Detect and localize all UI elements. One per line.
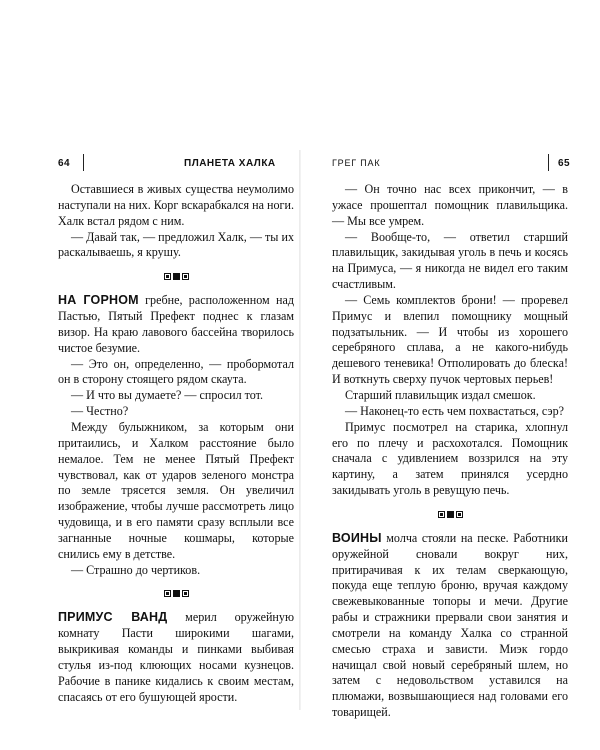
- section-paragraph: ВОИНЫ молча стояли на песке. Работники оружейной сновали вокруг них, притирачивая к их телам сверкающую, покуда еще теплую броню, вручая каждому свежевыкованные топоры и мечи. Другие рабы и стражники прервали свои занятия и смотрели на команду Халка со странной смесью страха и зависти. Миэк гордо начищал свой новый серебряный шлем, но затем с недовольством уставился на плюмажи, возвышающиеся над головами его товарищей.: [332, 530, 568, 720]
- paragraph: — Семь комплектов брони! — проревел Примус и влепил помощнику мощный подзатыльник. — И чтобы из хорошего серебряного сплава, а не какого-нибудь дешевого теневика! Отполировать до блеска! И воткнуть сверху пучок чертовых перьев!: [332, 292, 568, 387]
- left-running-head: ПЛАНЕТА ХАЛКА: [184, 158, 276, 169]
- paragraph: Старший плавильщик издал смешок.: [345, 387, 536, 402]
- section-lead: ПРИМУС ВАНД: [58, 610, 168, 625]
- paragraph: — И что вы думаете? — спросил тот.: [71, 388, 264, 403]
- paragraph: — Честно?: [71, 404, 129, 419]
- right-body-text: [332, 182, 568, 721]
- paragraph: — Наконец-то есть чем похвастаться, сэр?: [345, 403, 564, 418]
- paragraph: Оставшиеся в живых существа неумолимо наступали на них. Корг вскарабкался на ноги. Халк встал рядом с ним.: [58, 182, 294, 228]
- right-running-head: ГРЕГ ПАК: [332, 158, 381, 168]
- paragraph: — Это он, определенно, — пробормотал он в сторону стоящего рядом скаута.: [58, 356, 294, 387]
- paragraph: — Вообще-то, — ответил старший плавильщик, закидывая уголь в печь и косясь на Примуса, — я никогда не видел его таким счастливым.: [332, 229, 568, 292]
- section-break-ornament: [58, 273, 294, 281]
- paragraph: Между булыжником, за которым они притаились, и Халком расстояние было немалое. Тем не менее Пятый Префект чувствовал, как от ударов зеленого монстра по земле трясется земля. Он увеличил изображение, чтобы лучше рассмотреть лицо чудовища, и в его памяти сразу всплыли все загнанные ночные кошмары, которые снились ему в детстве.: [58, 419, 294, 561]
- right-header-rule: [548, 154, 549, 171]
- section-paragraph: ПРИМУС ВАНД мерил оружейную комнату Пасти широкими шагами, выкрикивая команды и пинками выбивая стулья из-под клюющих носами кузнецов. Рабочие в панике кидались к своим местам, спасаясь от его бушующей ярости.: [58, 610, 294, 704]
- left-header-rule: [83, 154, 84, 171]
- section-paragraph: НА ГОРНОМ гребне, расположенном над Пастью, Пятый Префект поднес к глазам визор. На краю лавового бассейна творилось чистое безумие.: [58, 293, 294, 355]
- left-page-number: 64: [58, 158, 71, 169]
- right-page-number: 65: [558, 158, 571, 169]
- paragraph: Примус посмотрел на старика, хлопнул его по плечу и расхохотался. Помощник сначала с удивлением воззрился на эту картину, а затем принялся усердно закидывать уголь в ревущую печь.: [332, 419, 568, 498]
- section-break-ornament: [332, 511, 568, 519]
- paragraph: — Давай так, — предложил Халк, — ты их раскалываешь, я крушу.: [58, 229, 294, 260]
- book-gutter: [299, 150, 301, 710]
- section-lead: ВОИНЫ: [332, 530, 382, 545]
- section-lead: НА ГОРНОМ: [58, 293, 139, 308]
- section-break-ornament: [58, 590, 294, 598]
- left-body-text: [58, 182, 294, 705]
- paragraph: — Он точно нас всех прикончит, — в ужасе прошептал помощник плавильщика. — Мы все умрем.: [332, 182, 568, 228]
- paragraph: — Страшно до чертиков.: [71, 562, 201, 577]
